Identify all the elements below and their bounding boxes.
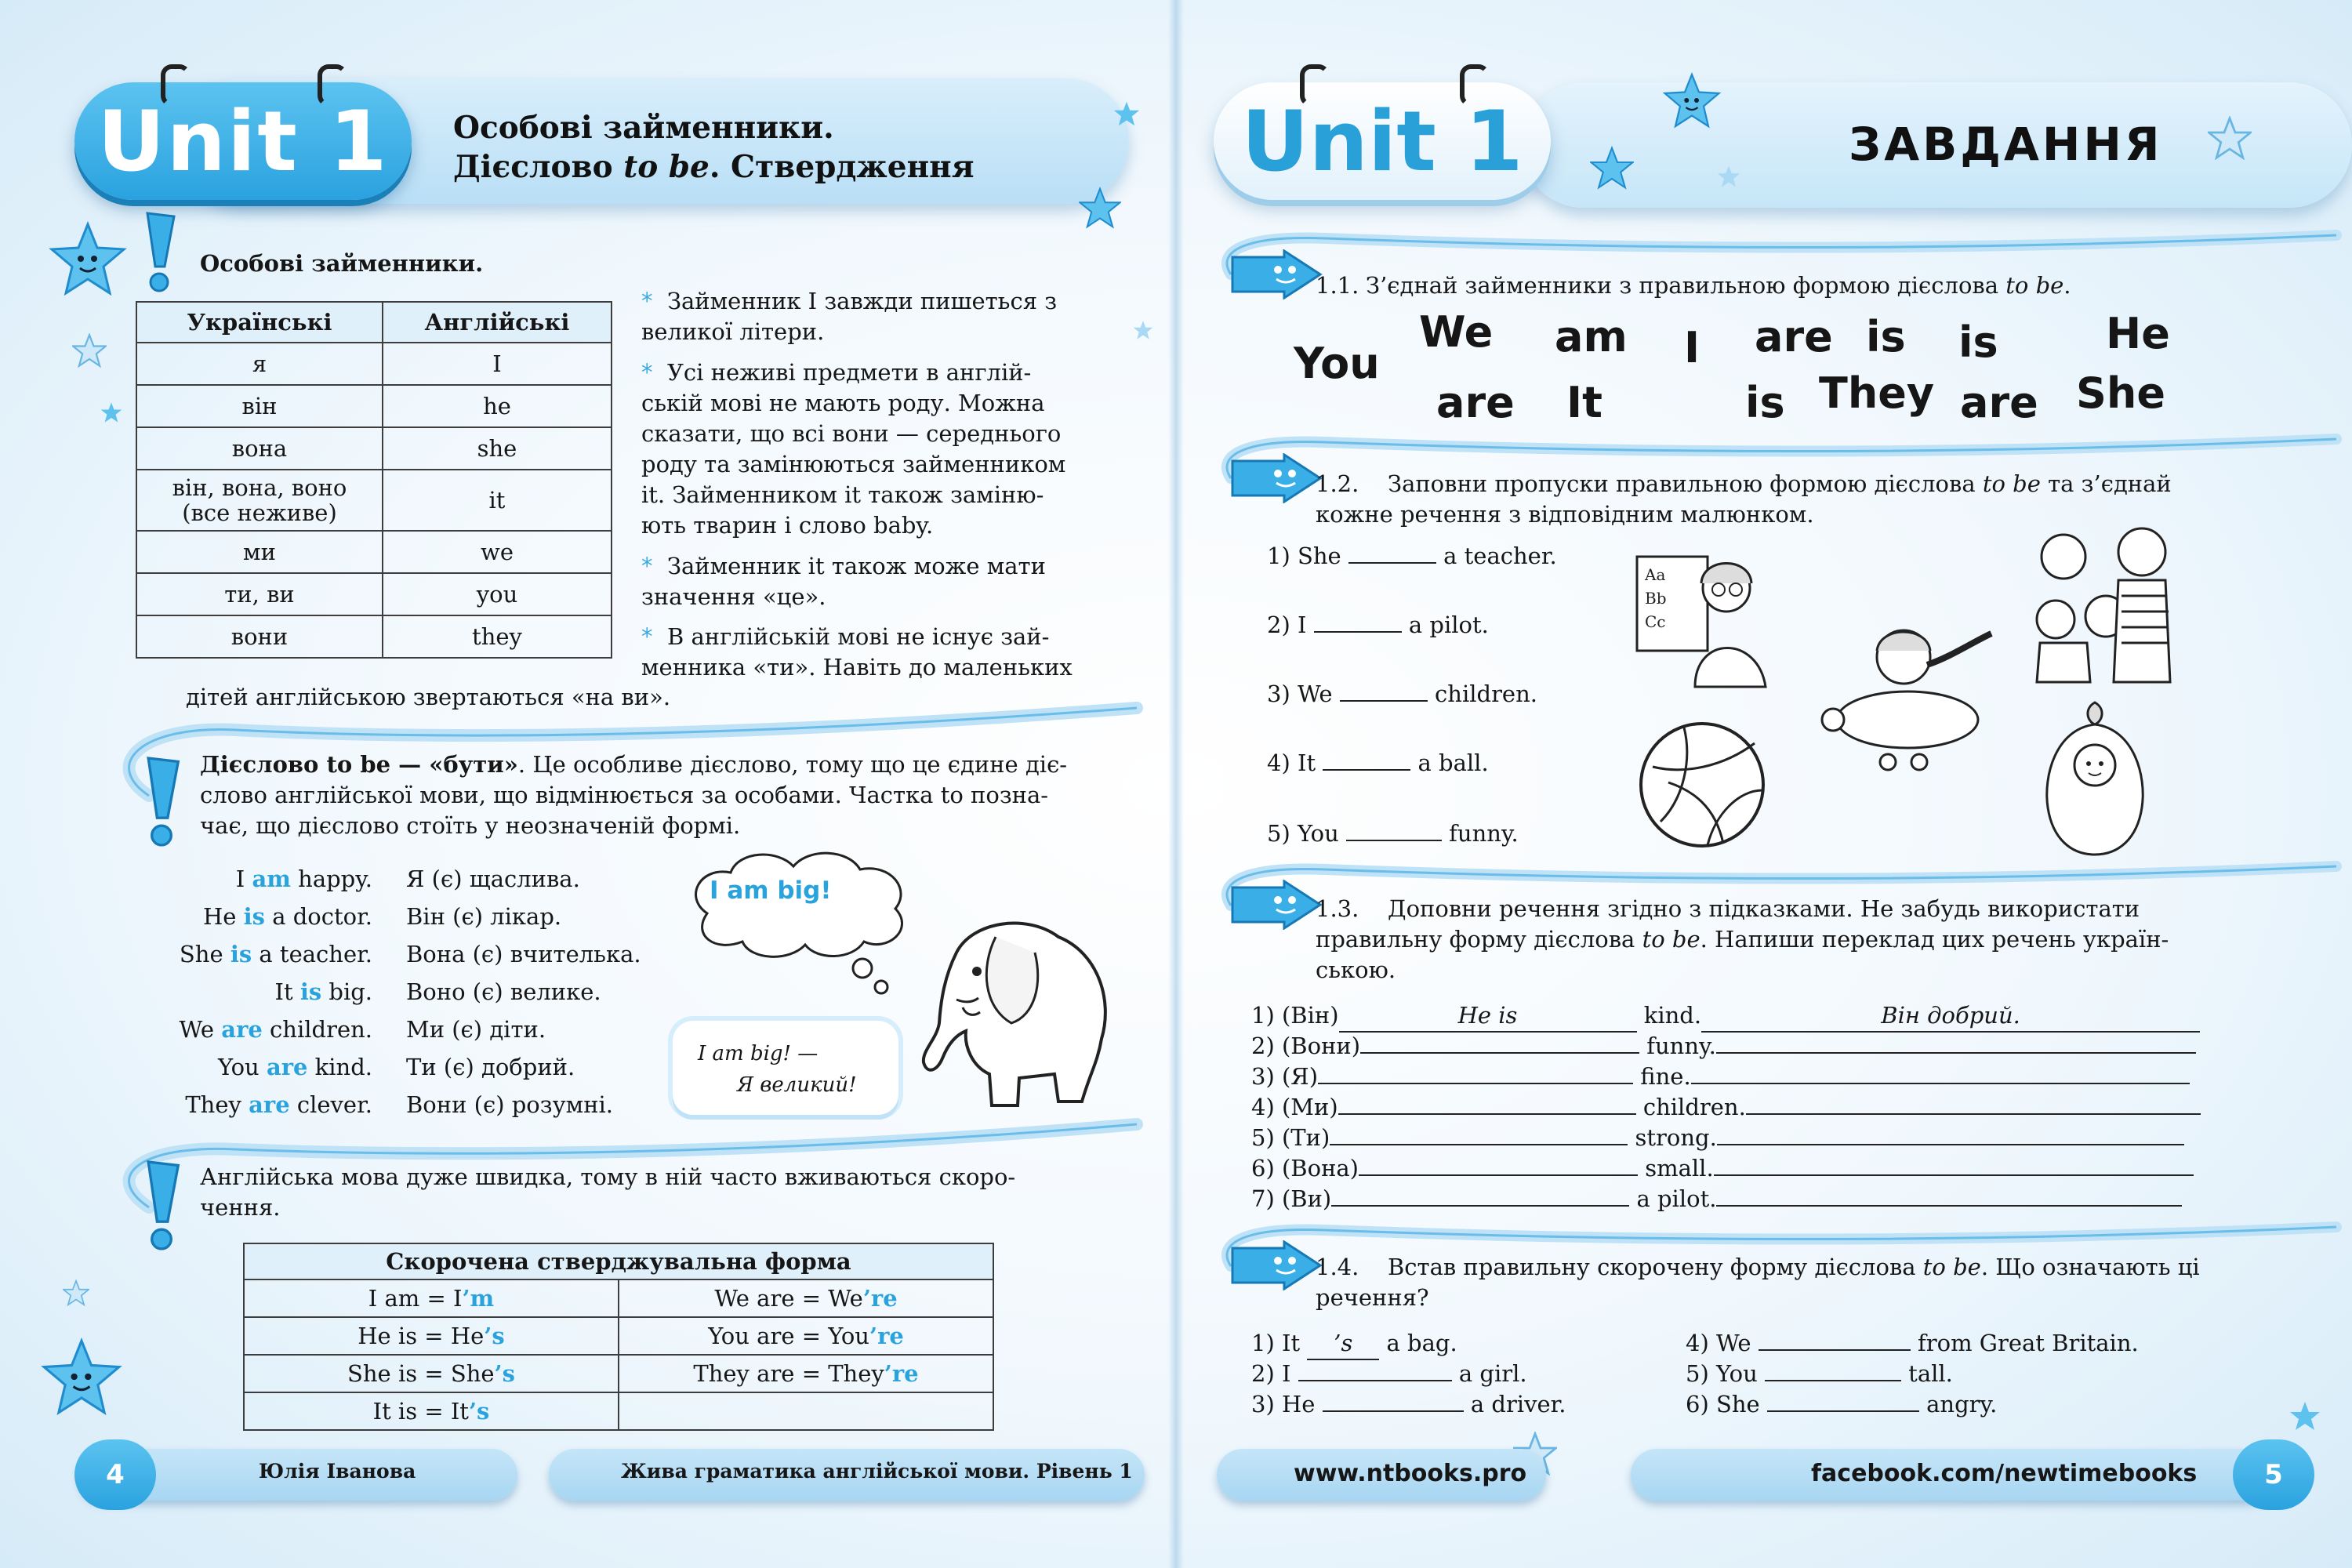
exclamation-icon bbox=[140, 1156, 183, 1255]
example-en bbox=[133, 977, 372, 1007]
fast-line-2: чення. bbox=[200, 1194, 281, 1221]
fill-text: 5) You bbox=[1267, 820, 1346, 847]
hint-text: 2) (Вони) bbox=[1251, 1033, 1361, 1059]
example-part: clever. bbox=[289, 1091, 372, 1118]
note-line: ють тварин і слово baby. bbox=[641, 512, 934, 539]
fast-line-1: Англійська мова дуже швидка, тому в ній часто вживаються скоро- bbox=[200, 1163, 1016, 1190]
example-part: a doctor. bbox=[265, 903, 372, 930]
answer-blank[interactable] bbox=[1346, 840, 1442, 841]
word-item: We bbox=[1419, 307, 1494, 357]
item-text: a girl. bbox=[1451, 1360, 1527, 1387]
cell-suffix: ’s bbox=[484, 1323, 505, 1349]
left-unit-plaque: Unit 1 bbox=[74, 82, 412, 200]
translation-line-1: I am big! — bbox=[698, 1042, 818, 1065]
right-unit-plaque: Unit 1 bbox=[1214, 82, 1551, 200]
elephant-illustration bbox=[902, 906, 1121, 1117]
answer-blank[interactable] bbox=[1331, 1205, 1629, 1207]
table-cell: it bbox=[383, 470, 612, 531]
table-cell: she bbox=[383, 427, 612, 470]
example-part: children. bbox=[262, 1016, 372, 1043]
answer-blank[interactable] bbox=[1348, 562, 1436, 564]
tobe-line-1 bbox=[200, 750, 1067, 780]
table-cell bbox=[244, 1355, 619, 1392]
contraction-item bbox=[1686, 1328, 2139, 1359]
title-line-2 bbox=[453, 147, 975, 187]
table-row bbox=[136, 343, 612, 385]
cell-text: She is = She bbox=[347, 1360, 495, 1387]
note-line: сказати, що всі вони — середнього bbox=[641, 420, 1062, 447]
cell-text: I am = I bbox=[368, 1285, 463, 1312]
pronouns-heading: Особові займенники. bbox=[200, 250, 484, 277]
arrow-icon bbox=[1229, 453, 1323, 503]
contraction-item bbox=[1251, 1328, 1457, 1360]
instruction-text: . bbox=[2063, 272, 2071, 299]
table-cell: він bbox=[136, 385, 383, 427]
note-line: менника «ти». Навіть до маленьких bbox=[641, 654, 1073, 681]
cell-suffix: ’s bbox=[494, 1360, 515, 1387]
fill-item bbox=[1267, 610, 1489, 641]
tobe-line-3: чає, що дієслово стоїть у неозначеній формі. bbox=[200, 812, 741, 839]
item-text: tall. bbox=[1900, 1360, 1953, 1387]
svg-text:Aa: Aa bbox=[1645, 565, 1666, 584]
translate-item bbox=[1251, 1031, 2196, 1062]
answer-blank[interactable] bbox=[1360, 1052, 1639, 1054]
item-text: 2) I bbox=[1251, 1360, 1298, 1387]
instruction-em: to be bbox=[2005, 272, 2064, 299]
title-part: Дієслово bbox=[453, 149, 624, 185]
table-cell: вона bbox=[136, 427, 383, 470]
title-line-1: Особові займенники. bbox=[453, 110, 834, 146]
example-part: It bbox=[274, 978, 300, 1005]
star-icon bbox=[2208, 116, 2252, 160]
children-illustration bbox=[2024, 517, 2189, 690]
note-line: роду та замінюються займенником bbox=[641, 451, 1066, 477]
table-cell: я bbox=[136, 343, 383, 385]
note-line bbox=[641, 358, 1031, 388]
tobe-line-2: слово англійської мови, що відмінюється за особами. Частка to позна- bbox=[200, 782, 1049, 808]
instruction-em: to be bbox=[1642, 926, 1700, 953]
footer-author: Юлія Іванова bbox=[259, 1460, 416, 1483]
translate-item bbox=[1251, 1123, 2184, 1153]
ring-icon bbox=[1460, 64, 1490, 107]
example-verb: am bbox=[252, 866, 291, 892]
answer-blank[interactable] bbox=[1759, 1349, 1911, 1351]
example-part: We bbox=[179, 1016, 222, 1043]
instruction-text: . Напиши переклад цих речень україн- bbox=[1700, 926, 2169, 953]
cell-suffix: ’s bbox=[468, 1398, 490, 1425]
example-part: She bbox=[179, 941, 230, 967]
translate-item bbox=[1251, 1062, 2190, 1092]
star-icon bbox=[63, 1279, 89, 1306]
word-item: are bbox=[1755, 312, 1833, 361]
word-item: He bbox=[2106, 309, 2170, 358]
table-cell: we bbox=[383, 531, 612, 573]
exercise-instruction: речення? bbox=[1316, 1284, 1429, 1311]
hint-text: 7) (Ви) bbox=[1251, 1185, 1332, 1212]
table-cell bbox=[619, 1355, 993, 1392]
word-item: is bbox=[1958, 318, 1998, 367]
note-line bbox=[641, 551, 1046, 582]
answer-blank[interactable] bbox=[1340, 700, 1428, 702]
example-part: You bbox=[217, 1054, 267, 1080]
asterisk-icon: * bbox=[641, 288, 653, 314]
fill-text: children. bbox=[1427, 681, 1537, 707]
right-page bbox=[1176, 0, 2352, 1568]
star-face-icon bbox=[41, 1338, 122, 1416]
title-part: to be bbox=[623, 149, 710, 185]
table-cell bbox=[244, 1392, 619, 1430]
translation-blank[interactable]: Він добрий. bbox=[1701, 1000, 2200, 1033]
example-uk: Ми (є) діти. bbox=[406, 1016, 546, 1043]
word-item: They bbox=[1819, 368, 1935, 418]
contraction-item bbox=[1686, 1389, 1997, 1420]
table-cell bbox=[244, 1279, 619, 1317]
table-row bbox=[136, 615, 612, 658]
star-icon bbox=[1133, 320, 1153, 340]
instruction-text: правильну форму дієслова bbox=[1316, 926, 1642, 953]
fill-item bbox=[1267, 818, 1519, 849]
example-uk: Ти (є) добрий. bbox=[406, 1054, 575, 1080]
answer-blank[interactable] bbox=[1330, 1144, 1628, 1145]
star-icon bbox=[72, 333, 107, 368]
item-text: from Great Britain. bbox=[1910, 1330, 2139, 1356]
table-cell bbox=[619, 1279, 993, 1317]
table-row bbox=[244, 1317, 993, 1355]
table-cell: I bbox=[383, 343, 612, 385]
note-line: it. Займенником it також заміню- bbox=[641, 481, 1044, 508]
ring-icon bbox=[318, 64, 347, 107]
instruction-text: З’єднай займенники з правильною формою дієслова bbox=[1366, 272, 2006, 299]
answer-blank[interactable] bbox=[1323, 769, 1410, 771]
cell-text: It is = It bbox=[372, 1398, 469, 1425]
pronoun-table bbox=[136, 301, 612, 659]
answer-blank[interactable] bbox=[1359, 1174, 1638, 1176]
hint-text: 3) (Я) bbox=[1251, 1063, 1319, 1090]
fill-text: 2) I bbox=[1267, 612, 1314, 638]
example-verb: are bbox=[266, 1054, 308, 1080]
answer-blank[interactable]: ’s bbox=[1307, 1328, 1379, 1360]
table-row bbox=[136, 573, 612, 615]
cell-suffix: ’re bbox=[884, 1360, 919, 1387]
translation-blank[interactable] bbox=[1716, 1205, 2182, 1207]
word-item: It bbox=[1566, 378, 1602, 427]
sentence-end: kind. bbox=[1643, 1002, 1702, 1029]
arrow-icon bbox=[1229, 880, 1323, 930]
answer-blank[interactable] bbox=[1298, 1380, 1452, 1381]
table-cell: він, вона, воно (все неживе) bbox=[136, 470, 383, 531]
example-en bbox=[133, 864, 372, 895]
star-icon bbox=[100, 401, 122, 423]
hint-text: 1) (Він) bbox=[1251, 1002, 1339, 1029]
example-en bbox=[133, 939, 372, 970]
page-number: 4 bbox=[74, 1439, 156, 1510]
table-cell: they bbox=[383, 615, 612, 658]
tobe-bold: Дієслово to be — «бути» bbox=[200, 751, 518, 778]
cell-text: He is = He bbox=[358, 1323, 485, 1349]
table-row bbox=[136, 385, 612, 427]
translation-blank[interactable] bbox=[1716, 1052, 2196, 1054]
svg-text:Cc: Cc bbox=[1645, 612, 1666, 631]
example-uk: Вона (є) вчителька. bbox=[406, 941, 641, 967]
exercise-instruction: ською. bbox=[1316, 956, 1396, 983]
example-uk: Воно (є) велике. bbox=[406, 978, 601, 1005]
asterisk-icon: * bbox=[641, 623, 653, 650]
table-row bbox=[244, 1279, 993, 1317]
contraction-item bbox=[1251, 1389, 1566, 1420]
ring-icon bbox=[161, 64, 191, 107]
arrow-icon bbox=[1229, 249, 1323, 299]
tobe-text: . Це особливе дієслово, тому що це єдине діє- bbox=[517, 751, 1068, 778]
note-line bbox=[641, 622, 1049, 652]
translate-item bbox=[1251, 1184, 2182, 1214]
example-uk: Я (є) щаслива. bbox=[406, 866, 580, 892]
footer-book-title: Жива граматика англійської мови. Рівень 1 bbox=[621, 1460, 1133, 1483]
word-item: She bbox=[2076, 368, 2165, 418]
cell-suffix: ’m bbox=[462, 1285, 495, 1312]
arrow-icon bbox=[1229, 1240, 1323, 1290]
table-row bbox=[136, 470, 612, 531]
table-row bbox=[244, 1355, 993, 1392]
exercise-number: 1.2. bbox=[1316, 470, 1359, 497]
instruction-text: Заповни пропуски правильною формою дієслова bbox=[1388, 470, 1983, 497]
fill-text: a pilot. bbox=[1401, 612, 1489, 638]
word-item: are bbox=[1436, 378, 1515, 427]
cell-text: We are = We bbox=[714, 1285, 863, 1312]
star-icon bbox=[1717, 165, 1740, 188]
word-item: You bbox=[1294, 339, 1380, 388]
table-cell: he bbox=[383, 385, 612, 427]
exercise-number: 1.4. bbox=[1316, 1254, 1359, 1280]
cell-text: You are = You bbox=[708, 1323, 869, 1349]
example-en bbox=[133, 1052, 372, 1083]
contraction-table-header: Скорочена стверджувальна форма bbox=[244, 1243, 993, 1279]
hint-text: 4) (Ми) bbox=[1251, 1094, 1338, 1120]
cell-suffix: ’re bbox=[869, 1323, 904, 1349]
example-uk: Він (є) лікар. bbox=[406, 903, 562, 930]
exercise-number: 1.3. bbox=[1316, 895, 1359, 922]
exercise-instruction: кожне речення з відповідним малюнком. bbox=[1316, 501, 1814, 528]
note-line: значення «це». bbox=[641, 583, 826, 610]
hint-text: 6) (Вона) bbox=[1251, 1155, 1359, 1181]
example-verb: are bbox=[221, 1016, 263, 1043]
right-title: ЗАВДАННЯ bbox=[1849, 118, 2163, 171]
note-text: Займенник it також може мати bbox=[666, 553, 1046, 579]
ring-icon bbox=[1300, 64, 1330, 107]
sentence-end: a pilot. bbox=[1636, 1185, 1717, 1212]
instruction-text: . Що означають ці bbox=[1980, 1254, 2200, 1280]
answer-blank[interactable] bbox=[1765, 1380, 1901, 1381]
page-number: 5 bbox=[2233, 1439, 2314, 1510]
example-part: big. bbox=[321, 978, 372, 1005]
translation-blank[interactable] bbox=[1691, 1083, 2190, 1084]
translation-line-2: Я великий! bbox=[737, 1073, 857, 1097]
note-line: дітей англійською звертаються «на ви». bbox=[186, 684, 671, 710]
item-text: a driver. bbox=[1463, 1391, 1566, 1417]
star-icon bbox=[2289, 1400, 2321, 1432]
translation-blank[interactable] bbox=[1717, 1144, 2184, 1145]
teacher-illustration bbox=[1632, 549, 1789, 690]
left-title bbox=[453, 108, 975, 187]
sentence-end: strong. bbox=[1635, 1124, 1717, 1151]
answer-blank[interactable] bbox=[1314, 631, 1402, 633]
table-cell: you bbox=[383, 573, 612, 615]
asterisk-icon: * bbox=[641, 553, 653, 579]
example-en bbox=[133, 1014, 372, 1045]
pronoun-table-header: Українські bbox=[136, 302, 383, 343]
table-cell bbox=[619, 1392, 993, 1430]
fill-text: funny. bbox=[1441, 820, 1519, 847]
word-item: are bbox=[1960, 378, 2038, 427]
item-text: 3) He bbox=[1251, 1391, 1323, 1417]
exercise-instruction bbox=[1388, 1252, 2200, 1283]
note-line: великої літери. bbox=[641, 318, 825, 345]
word-item: I bbox=[1684, 323, 1700, 372]
example-part: He bbox=[202, 903, 244, 930]
exercise-instruction: Доповни речення згідно з підказками. Не забудь використати bbox=[1388, 895, 2140, 922]
item-text: 1) It bbox=[1251, 1330, 1308, 1356]
footer-site-link[interactable]: www.ntbooks.pro bbox=[1294, 1460, 1527, 1487]
example-verb: is bbox=[299, 978, 322, 1005]
answer-blank[interactable]: He is bbox=[1339, 1000, 1637, 1033]
example-part: I bbox=[235, 866, 252, 892]
translation-blank[interactable] bbox=[1714, 1174, 2194, 1176]
toy-illustration bbox=[2040, 698, 2150, 862]
example-part: a teacher. bbox=[252, 941, 372, 967]
table-row bbox=[136, 427, 612, 470]
note-text: В англійській мові не існує зай- bbox=[666, 623, 1050, 650]
cell-suffix: ’re bbox=[862, 1285, 898, 1312]
translate-item bbox=[1251, 1092, 2201, 1123]
svg-text:Bb: Bb bbox=[1645, 589, 1667, 608]
example-en bbox=[133, 902, 372, 932]
thought-cloud-text: I am big! bbox=[710, 877, 832, 905]
instruction-em: to be bbox=[1982, 470, 2041, 497]
table-cell: ти, ви bbox=[136, 573, 383, 615]
contraction-item bbox=[1251, 1359, 1527, 1389]
example-part: kind. bbox=[307, 1054, 372, 1080]
word-item: is bbox=[1866, 312, 1906, 361]
translation-blank[interactable] bbox=[1746, 1113, 2201, 1115]
fill-text: 1) She bbox=[1267, 543, 1348, 569]
table-row bbox=[136, 531, 612, 573]
answer-blank[interactable] bbox=[1318, 1083, 1633, 1084]
fill-item bbox=[1267, 541, 1557, 572]
exercise-number: 1.1. bbox=[1316, 272, 1359, 299]
star-icon bbox=[1113, 100, 1140, 127]
pronoun-table-header: Англійські bbox=[383, 302, 612, 343]
table-cell: ми bbox=[136, 531, 383, 573]
sentence-end: fine. bbox=[1640, 1063, 1691, 1090]
table-cell bbox=[244, 1317, 619, 1355]
answer-blank[interactable] bbox=[1767, 1410, 1919, 1412]
exclamation-icon bbox=[140, 753, 183, 851]
note-line: ській мові не мають роду. Можна bbox=[641, 390, 1045, 416]
star-icon bbox=[1590, 146, 1634, 190]
exercise-instruction bbox=[1316, 924, 2169, 955]
asterisk-icon: * bbox=[641, 359, 653, 386]
fill-item bbox=[1267, 748, 1489, 779]
fill-text: a ball. bbox=[1410, 750, 1489, 776]
star-face-icon bbox=[1662, 72, 1722, 129]
contraction-item bbox=[1686, 1359, 1953, 1389]
table-cell: вони bbox=[136, 615, 383, 658]
contraction-table bbox=[243, 1243, 994, 1431]
note-text: Усі неживі предмети в англій- bbox=[666, 359, 1032, 386]
pilot-illustration bbox=[1817, 610, 1998, 775]
answer-blank[interactable] bbox=[1323, 1410, 1464, 1412]
hint-text: 5) (Ти) bbox=[1251, 1124, 1330, 1151]
fill-text: a teacher. bbox=[1436, 543, 1557, 569]
table-row bbox=[244, 1392, 993, 1430]
word-item: is bbox=[1745, 378, 1785, 427]
example-part: happy. bbox=[290, 866, 372, 892]
instruction-em: to be bbox=[1922, 1254, 1981, 1280]
item-text: 4) We bbox=[1686, 1330, 1759, 1356]
star-face-icon bbox=[49, 221, 127, 296]
example-uk: Вони (є) розумні. bbox=[406, 1091, 614, 1118]
item-text: 6) She bbox=[1686, 1391, 1767, 1417]
footer-facebook-link[interactable]: facebook.com/newtimebooks bbox=[1811, 1460, 2198, 1487]
note-text: Займенник I завжди пишеться з bbox=[666, 288, 1058, 314]
instruction-text: Встав правильну скорочену форму дієслова bbox=[1388, 1254, 1923, 1280]
item-text: 5) You bbox=[1686, 1360, 1765, 1387]
word-item: am bbox=[1555, 312, 1628, 361]
translate-item bbox=[1251, 1153, 2194, 1184]
example-verb: is bbox=[230, 941, 252, 967]
item-text: a bag. bbox=[1379, 1330, 1457, 1356]
exclamation-icon bbox=[140, 210, 179, 295]
example-part: They bbox=[185, 1091, 249, 1118]
table-cell bbox=[619, 1317, 993, 1355]
note-line bbox=[641, 286, 1057, 317]
ball-illustration bbox=[1637, 720, 1767, 850]
star-icon bbox=[1079, 187, 1121, 229]
translate-item bbox=[1251, 1000, 2200, 1033]
exercise-instruction bbox=[1366, 270, 2071, 301]
cell-text: They are = They bbox=[693, 1360, 884, 1387]
fill-text: 4) It bbox=[1267, 750, 1323, 776]
fill-text: 3) We bbox=[1267, 681, 1340, 707]
thought-cloud bbox=[676, 843, 927, 1000]
sentence-end: small. bbox=[1645, 1155, 1714, 1181]
example-verb: are bbox=[249, 1091, 290, 1118]
fill-item bbox=[1267, 679, 1537, 710]
item-text: angry. bbox=[1918, 1391, 1998, 1417]
sentence-end: children. bbox=[1642, 1094, 1746, 1120]
answer-blank[interactable] bbox=[1338, 1113, 1636, 1115]
sentence-end: funny. bbox=[1646, 1033, 1716, 1059]
exercise-instruction bbox=[1388, 469, 2172, 499]
instruction-text: та з’єднай bbox=[2040, 470, 2172, 497]
title-part: . Ствердження bbox=[709, 149, 975, 185]
example-verb: is bbox=[243, 903, 265, 930]
